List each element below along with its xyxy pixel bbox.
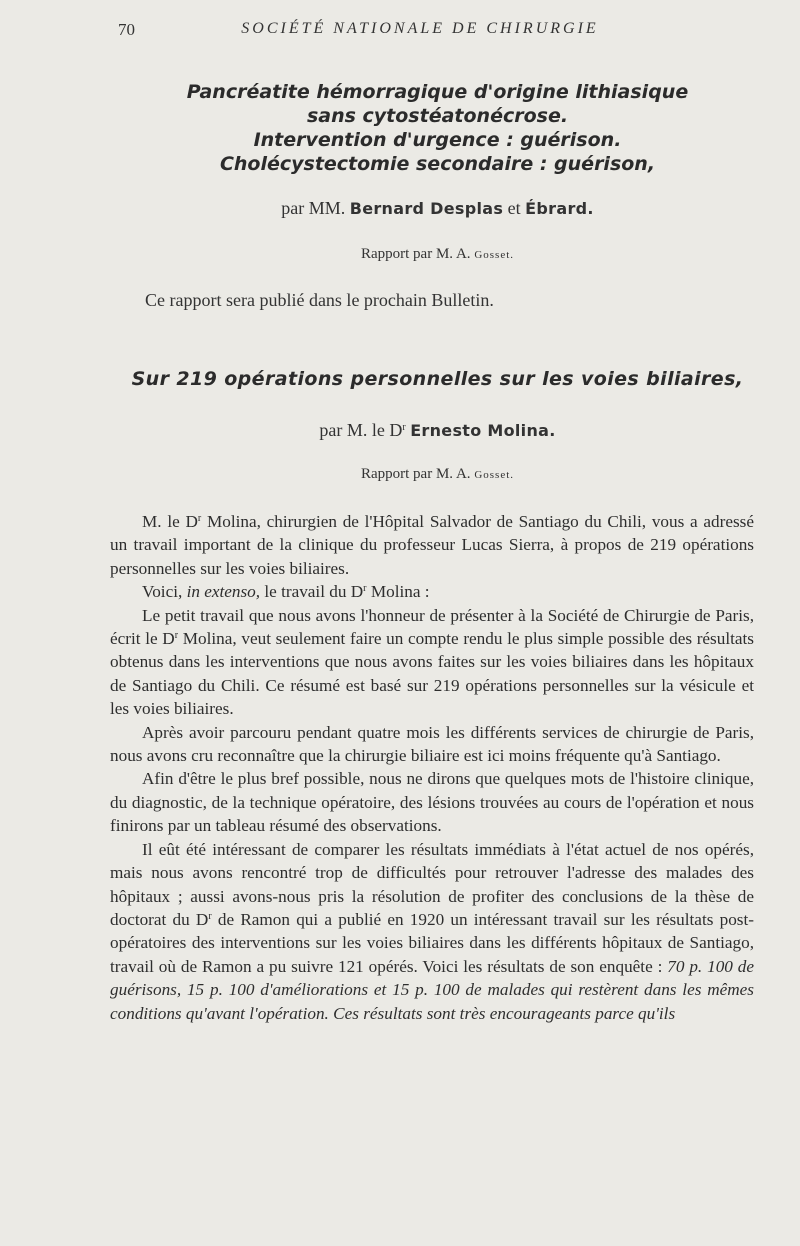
byline-conj: et xyxy=(507,198,521,218)
rapport-prefix: Rapport par M. A. xyxy=(360,466,471,482)
superscript: r xyxy=(402,422,406,433)
article1-title xyxy=(110,80,765,176)
page-header xyxy=(0,20,800,44)
author-name: Bernard Desplas xyxy=(349,199,504,218)
text-run: Le petit travail que nous avons l'honneur de présenter à la Société de Chirurgie de Paris, écrit le D xyxy=(110,605,754,649)
superscript: r xyxy=(363,583,367,595)
article1-note: Ce rapport sera publié dans le prochain Bulletin. xyxy=(145,290,494,310)
article1-rapport xyxy=(110,246,765,263)
paragraph xyxy=(110,510,754,580)
page-number: 70 xyxy=(118,20,135,39)
rapport-name: Gosset. xyxy=(474,249,515,261)
title-line: sans cytostéatonécrose. xyxy=(306,105,569,127)
byline-prefix: par M. le D xyxy=(319,420,403,440)
paragraph: Afin d'être le plus bref possible, nous ne dirons que quelques mots de l'histoire clinique, du diagnostic, de la technique opératoire, des lésions trouvées au cours de l'opération et nous finirons par un tableau résumé des observations. xyxy=(110,769,754,836)
article2-rapport xyxy=(110,466,765,483)
running-title: SOCIÉTÉ NATIONALE DE CHIRURGIE xyxy=(241,20,599,37)
superscript: r xyxy=(174,630,179,642)
text-run: Molina, chirurgien de l'Hôpital Salvador de Santiago du Chili, vous a adressé un travail important de la clinique du professeur Lucas Sierra, à propos de 219 opérations personnelles sur les voies biliaires. xyxy=(110,512,754,578)
text-run: le travail du D xyxy=(260,582,364,602)
text-run: M. le D xyxy=(142,512,198,531)
title-line: Intervention d'urgence : guérison. xyxy=(253,129,622,151)
text-run: Molina, veut seulement faire un compte rendu le plus simple possible des résultats obtenus dans les interventions que nous avons faites sur les voies biliaires dans les hôpitaux de Santiago du Chili. Ce résumé est basé sur 219 opérations personnelles sur la vésicule et les voies biliaires. xyxy=(110,629,754,719)
title-line: Cholécystectomie secondaire : guérison, xyxy=(219,153,656,175)
text-run: Molina : xyxy=(366,582,430,602)
article-body xyxy=(110,510,754,1025)
superscript: r xyxy=(197,513,202,524)
superscript: r xyxy=(208,910,212,922)
byline-prefix: par MM. xyxy=(281,198,346,218)
article2-title: Sur 219 opérations personnelles sur les voies biliaires, xyxy=(131,368,744,390)
article2-byline xyxy=(110,420,765,441)
italic-run: 70 p. 100 de guérisons, 15 p. 100 d'améliorations et 15 p. 100 de malades qui restèrent dans les mêmes conditions qu'avant l'opération. Ces résultats sont très encourageants parce qu'ils xyxy=(110,956,754,1023)
text-run: Il eût été intéressant de comparer les résultats immédiats à l'état actuel de nos opérés, mais nous avons rencontré trop de difficultés pour retrouver l'adresse des malades des hôpitaux ; aussi avons-nous pris la résolution de profiter des conclusions de la thèse de doctorat du D xyxy=(110,839,754,929)
rapport-prefix: Rapport par M. A. xyxy=(360,246,471,262)
rapport-name: Gosset. xyxy=(474,469,515,481)
paragraph xyxy=(110,838,754,1025)
author-name: Ernesto Molina. xyxy=(410,421,556,440)
italic-run: in extenso, xyxy=(186,582,261,602)
author-name: Ébrard. xyxy=(525,199,594,218)
title-line: Pancréatite hémorragique d'origine lithiasique xyxy=(186,81,689,103)
paragraph xyxy=(110,580,754,603)
paragraph: Après avoir parcouru pendant quatre mois les différents services de chirurgie de Paris, nous avons cru reconnaître que la chirurgie biliaire est ici moins fréquente qu'à Santiago. xyxy=(110,722,754,766)
text-run: de Ramon qui a publié en 1920 un intéressant travail sur les résultats post-opératoires des interventions sur les voies biliaires dans les différents hôpitaux de Santiago, travail où de Ramon a pu suivre 121 opérés. Voici les résultats de son enquête : xyxy=(110,909,754,976)
paragraph xyxy=(110,604,754,721)
article1-byline xyxy=(110,198,765,219)
text-run: Voici, xyxy=(142,582,187,602)
